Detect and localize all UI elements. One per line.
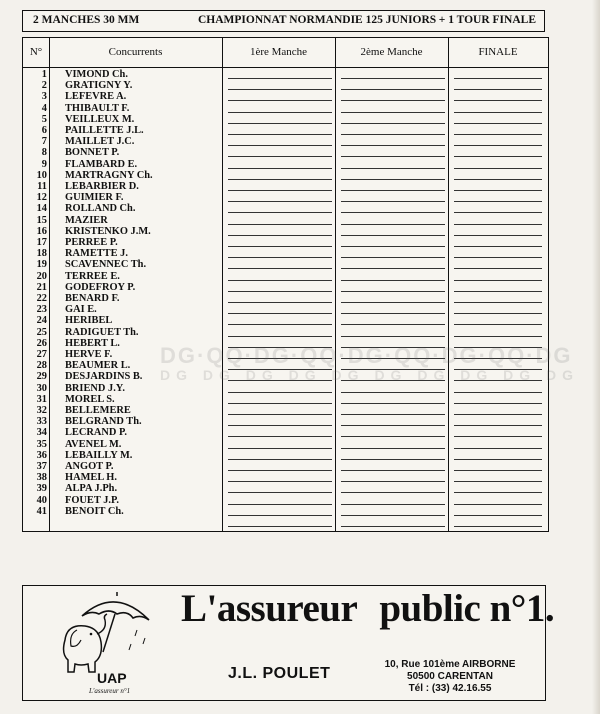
- result-entry-line: [228, 302, 332, 303]
- row-number: 3: [41, 91, 47, 103]
- result-entry-line: [228, 168, 332, 169]
- row-number: 19: [36, 259, 47, 271]
- result-entry-line: [454, 235, 542, 236]
- slogan-part: public n°1.: [379, 587, 555, 630]
- result-entry-line: [454, 302, 542, 303]
- result-entry-line: [341, 134, 445, 135]
- result-entry-line: [454, 336, 542, 337]
- result-entry-line: [228, 235, 332, 236]
- competitor-name: MOREL S.: [65, 393, 115, 405]
- competitor-name: RAMETTE J.: [65, 248, 128, 260]
- competitor-name: TERREE E.: [65, 270, 120, 282]
- result-entry-line: [341, 291, 445, 292]
- header-divider: [23, 67, 548, 68]
- col-divider: [222, 38, 223, 531]
- result-entry-line: [454, 369, 542, 370]
- result-entry-line: [228, 179, 332, 180]
- row-number: 9: [41, 158, 47, 170]
- result-entry-line: [454, 212, 542, 213]
- result-entry-line: [228, 280, 332, 281]
- row-number: 6: [41, 125, 47, 136]
- result-entry-line: [228, 324, 332, 325]
- result-entry-line: [454, 224, 542, 225]
- competitor-name: HERVE F.: [65, 349, 113, 360]
- address-line: Tél : (33) 42.16.55: [408, 683, 492, 694]
- result-entry-line: [341, 347, 445, 348]
- result-entry-line: [454, 492, 542, 493]
- competitor-name: BELLEMERE: [65, 405, 131, 416]
- competitor-name: HERIBEL: [65, 315, 113, 327]
- result-entry-line: [228, 257, 332, 258]
- result-entry-line: [341, 313, 445, 314]
- result-entry-line: [341, 302, 445, 303]
- page-edge: [592, 0, 600, 714]
- result-entry-line: [454, 470, 542, 471]
- competitor-name: MARTRAGNY Ch.: [65, 169, 153, 181]
- row-number: 35: [36, 438, 47, 450]
- competitor-name: BONNET P.: [65, 147, 120, 159]
- result-entry-line: [341, 246, 445, 247]
- col-divider: [49, 38, 50, 531]
- result-entry-line: [228, 224, 332, 225]
- competitor-name: MAILLET J.C.: [65, 136, 135, 148]
- result-entry-line: [228, 201, 332, 202]
- result-entry-line: [341, 515, 445, 516]
- row-number: 38: [36, 472, 47, 484]
- result-entry-line: [454, 291, 542, 292]
- result-entry-line: [228, 78, 332, 79]
- header-bar: [22, 10, 545, 32]
- col-header-competitors: Concurrents: [108, 46, 163, 58]
- result-entry-line: [454, 380, 542, 381]
- results-table: [22, 37, 549, 532]
- result-entry-line: [228, 134, 332, 135]
- result-entry-line: [454, 257, 542, 258]
- result-entry-line: [341, 145, 445, 146]
- row-number: 36: [36, 449, 47, 461]
- competitor-name: VIMOND Ch.: [65, 69, 128, 80]
- result-entry-line: [341, 156, 445, 157]
- result-entry-line: [341, 112, 445, 113]
- result-entry-line: [454, 179, 542, 180]
- result-entry-line: [228, 145, 332, 146]
- col-header-final: FINALE: [478, 46, 518, 58]
- competitor-name: ALPA J.Ph.: [65, 483, 118, 495]
- final-label: + 1 TOUR FINALE: [438, 14, 536, 26]
- row-number: 12: [36, 192, 47, 204]
- result-entry-line: [341, 224, 445, 225]
- result-entry-line: [228, 380, 332, 381]
- result-entry-line: [341, 179, 445, 180]
- result-entry-line: [341, 369, 445, 370]
- result-entry-line: [228, 268, 332, 269]
- watermark-row: DG: [546, 367, 580, 383]
- result-entry-line: [454, 201, 542, 202]
- competitor-name: BEAUMER L.: [65, 360, 131, 372]
- result-entry-line: [341, 459, 445, 460]
- result-entry-line: [341, 504, 445, 505]
- result-entry-line: [454, 78, 542, 79]
- result-entry-line: [228, 504, 332, 505]
- result-entry-line: [228, 190, 332, 191]
- col-header-heat-1: 1ère Manche: [249, 46, 308, 58]
- result-entry-line: [341, 380, 445, 381]
- row-number: 5: [41, 113, 47, 125]
- competitor-name: GRATIGNY Y.: [65, 80, 133, 92]
- row-number: 33: [36, 416, 47, 428]
- row-number: 39: [36, 483, 47, 495]
- result-entry-line: [454, 504, 542, 505]
- result-entry-line: [228, 358, 332, 359]
- result-entry-line: [454, 246, 542, 247]
- address-line: 10, Rue 101ème AIRBORNE: [384, 659, 516, 670]
- competitor-name: KRISTENKO J.M.: [65, 225, 151, 237]
- result-entry-line: [454, 347, 542, 348]
- competitor-name: BELGRAND Th.: [65, 416, 142, 428]
- result-entry-line: [454, 112, 542, 113]
- format-label: 2 MANCHES 30 MM: [33, 14, 140, 26]
- row-number: 17: [36, 237, 47, 248]
- result-entry-line: [228, 470, 332, 471]
- result-entry-line: [341, 425, 445, 426]
- agent-address: [375, 659, 525, 695]
- col-header-heat-2: 2ème Manche: [360, 46, 423, 58]
- competitor-name: PERREE P.: [65, 237, 118, 248]
- agent-name: J.L. POULET: [228, 665, 331, 682]
- competitor-name: RADIGUET Th.: [65, 326, 139, 338]
- row-number: 29: [36, 371, 47, 383]
- result-entry-line: [454, 481, 542, 482]
- result-entry-line: [228, 246, 332, 247]
- competitor-name: PAILLETTE J.L.: [65, 125, 144, 136]
- result-entry-line: [341, 481, 445, 482]
- result-entry-line: [228, 392, 332, 393]
- competitor-name: GODEFROY P.: [65, 281, 136, 293]
- result-entry-line: [454, 134, 542, 135]
- result-entry-line: [341, 280, 445, 281]
- result-entry-line: [228, 492, 332, 493]
- row-number: 14: [36, 203, 47, 215]
- result-entry-line: [454, 168, 542, 169]
- result-entry-line: [341, 336, 445, 337]
- competitor-name: LEBARBIER D.: [65, 181, 139, 192]
- result-entry-line: [454, 313, 542, 314]
- result-entry-line: [341, 235, 445, 236]
- result-entry-line: [228, 291, 332, 292]
- row-number: 26: [36, 337, 47, 349]
- result-entry-line: [454, 145, 542, 146]
- result-entry-line: [228, 448, 332, 449]
- result-entry-line: [228, 156, 332, 157]
- result-entry-line: [228, 403, 332, 404]
- competitor-name: GUIMIER F.: [65, 192, 124, 204]
- competitor-name: LECRAND P.: [65, 427, 127, 439]
- competitor-name: FOUET J.P.: [65, 494, 119, 506]
- result-entry-line: [228, 459, 332, 460]
- result-entry-line: [228, 436, 332, 437]
- result-entry-line: [228, 526, 332, 527]
- competitor-name: HAMEL H.: [65, 472, 117, 484]
- row-number: 40: [36, 494, 47, 506]
- result-entry-line: [341, 358, 445, 359]
- row-number: 18: [36, 248, 47, 260]
- result-entry-line: [341, 448, 445, 449]
- logo-name: UAP: [97, 670, 127, 686]
- col-divider: [335, 38, 336, 531]
- row-number: 15: [36, 214, 47, 226]
- row-number: 23: [36, 304, 47, 316]
- row-number: 24: [36, 315, 47, 327]
- result-entry-line: [454, 436, 542, 437]
- result-entry-line: [454, 100, 542, 101]
- competitor-name: BENOIT Ch.: [65, 505, 124, 517]
- advertisement: [22, 585, 555, 701]
- row-number: 1: [41, 69, 47, 80]
- result-entry-line: [454, 280, 542, 281]
- result-entry-line: [341, 436, 445, 437]
- competitor-name: BRIEND J.Y.: [65, 382, 125, 394]
- result-entry-line: [341, 403, 445, 404]
- result-entry-line: [341, 470, 445, 471]
- result-entry-line: [454, 123, 542, 124]
- result-entry-line: [228, 336, 332, 337]
- result-entry-line: [341, 123, 445, 124]
- result-entry-line: [228, 212, 332, 213]
- result-entry-line: [454, 459, 542, 460]
- result-entry-line: [454, 392, 542, 393]
- row-number: 7: [41, 136, 47, 148]
- competitor-name: GAI E.: [65, 304, 97, 316]
- ad-slogan: [181, 586, 554, 631]
- slogan-part: L'assureur: [181, 587, 358, 630]
- result-entry-line: [454, 324, 542, 325]
- result-entry-line: [341, 526, 445, 527]
- result-entry-line: [341, 212, 445, 213]
- row-number: 4: [41, 102, 47, 114]
- result-entry-line: [228, 481, 332, 482]
- row-number: 8: [41, 147, 47, 159]
- competitor-name: VEILLEUX M.: [65, 113, 135, 125]
- result-entry-line: [228, 347, 332, 348]
- address-line: 50500 CARENTAN: [407, 671, 493, 682]
- result-entry-line: [228, 123, 332, 124]
- row-number: 27: [36, 349, 47, 360]
- competitor-name: MAZIER: [65, 214, 108, 226]
- result-entry-line: [228, 515, 332, 516]
- row-number: 30: [36, 382, 47, 394]
- competitor-name: ROLLAND Ch.: [65, 203, 136, 215]
- result-entry-line: [341, 257, 445, 258]
- logo-tagline: L'assureur n°1: [89, 687, 131, 695]
- row-number: 22: [36, 293, 47, 304]
- result-entry-line: [341, 201, 445, 202]
- result-entry-line: [454, 89, 542, 90]
- row-number: 32: [36, 405, 47, 416]
- result-entry-line: [341, 168, 445, 169]
- row-number: 37: [36, 461, 47, 472]
- competitor-name: AVENEL M.: [65, 438, 122, 450]
- competitor-name: ANGOT P.: [65, 461, 114, 472]
- row-number: 16: [36, 225, 47, 237]
- row-number: 20: [36, 270, 47, 282]
- result-entry-line: [454, 358, 542, 359]
- competitor-name: HEBERT L.: [65, 337, 120, 349]
- result-entry-line: [454, 414, 542, 415]
- umbrella-elephant-logo: [37, 590, 167, 698]
- result-entry-line: [341, 392, 445, 393]
- row-number: 21: [36, 281, 47, 293]
- result-entry-line: [341, 78, 445, 79]
- result-entry-line: [341, 324, 445, 325]
- result-entry-line: [228, 100, 332, 101]
- result-entry-line: [228, 369, 332, 370]
- result-entry-line: [454, 526, 542, 527]
- result-entry-line: [341, 414, 445, 415]
- row-number: 11: [37, 181, 47, 192]
- row-number: 41: [36, 505, 47, 517]
- result-entry-line: [454, 190, 542, 191]
- row-number: 34: [36, 427, 47, 439]
- result-entry-line: [341, 100, 445, 101]
- row-number: 2: [41, 80, 47, 92]
- result-entry-line: [341, 89, 445, 90]
- competitor-name: THIBAULT F.: [65, 102, 130, 114]
- competitor-name: FLAMBARD E.: [65, 158, 138, 170]
- result-entry-line: [454, 156, 542, 157]
- result-entry-line: [228, 414, 332, 415]
- competitor-name: BENARD F.: [65, 293, 120, 304]
- row-number: 28: [36, 360, 47, 372]
- competitor-name: DESJARDINS B.: [65, 371, 143, 383]
- col-header-number: N°: [29, 46, 43, 58]
- result-entry-line: [454, 425, 542, 426]
- result-entry-line: [228, 313, 332, 314]
- col-divider: [448, 38, 449, 531]
- result-entry-line: [228, 89, 332, 90]
- result-entry-line: [454, 403, 542, 404]
- result-entry-line: [341, 268, 445, 269]
- result-entry-line: [454, 515, 542, 516]
- result-entry-line: [454, 448, 542, 449]
- result-entry-line: [454, 268, 542, 269]
- championship-title: CHAMPIONNAT NORMANDIE 125 JUNIORS: [198, 14, 437, 26]
- result-entry-line: [341, 492, 445, 493]
- competitor-name: SCAVENNEC Th.: [65, 259, 147, 271]
- competitor-name: LEFEVRE A.: [65, 91, 127, 103]
- row-number: 25: [36, 326, 47, 338]
- result-entry-line: [228, 112, 332, 113]
- row-number: 10: [36, 169, 47, 181]
- result-entry-line: [228, 425, 332, 426]
- result-entry-line: [341, 190, 445, 191]
- row-number: 31: [36, 393, 47, 405]
- competitor-name: LEBAILLY M.: [65, 449, 133, 461]
